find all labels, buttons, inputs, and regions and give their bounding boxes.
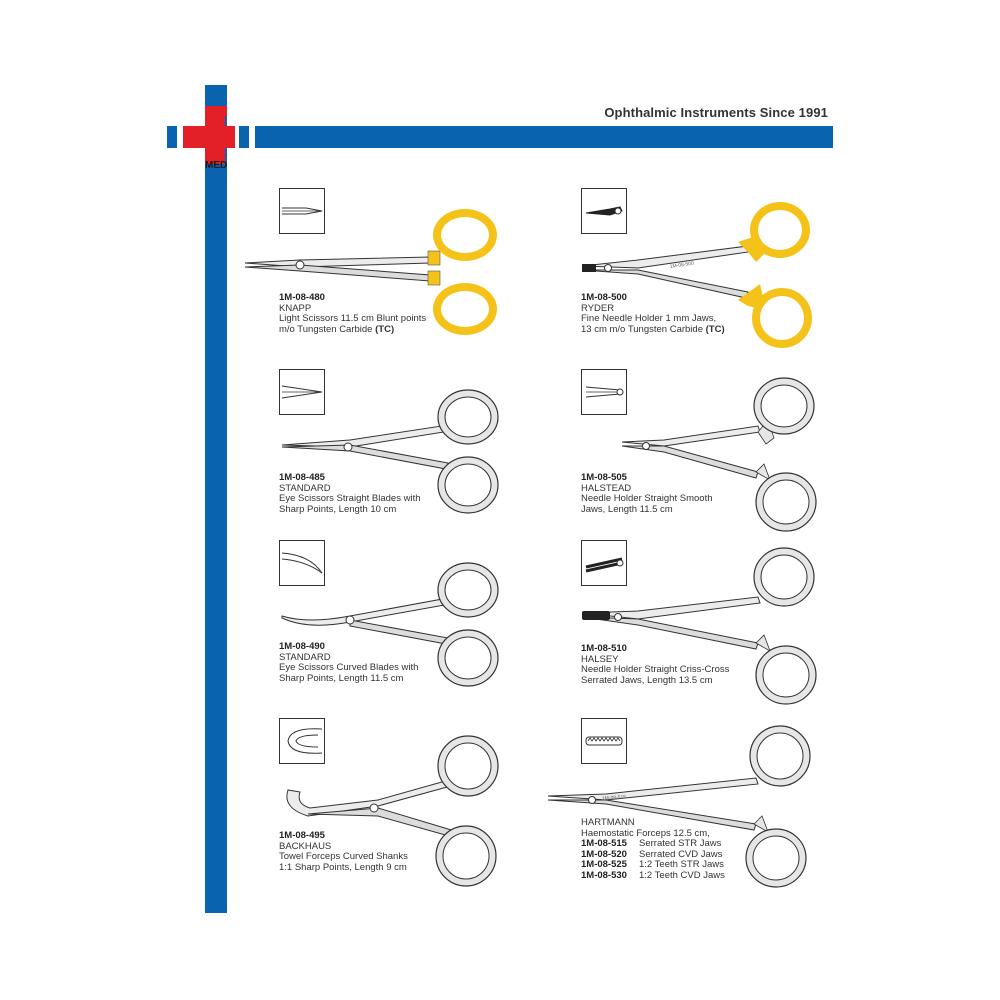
product-name: HALSTEAD: [581, 482, 632, 494]
product-caption: [279, 831, 408, 873]
product-name: BACKHAUS: [279, 840, 332, 852]
variant-code: 1M-08-525: [581, 859, 627, 870]
product-caption: [581, 818, 725, 881]
ryder-needle-holder-image: [578, 192, 823, 362]
product-desc-line1: Eye Scissors Straight Blades with: [279, 493, 421, 504]
logo-text: MED: [205, 160, 228, 171]
variant-row: [581, 871, 725, 882]
product-code: 1M-08-505: [581, 472, 627, 483]
product-desc-line1: Needle Holder Straight Smooth: [581, 493, 713, 504]
variant-code: 1M-08-520: [581, 848, 627, 860]
variant-desc: Serrated STR Jaws: [639, 838, 722, 849]
tagline: Ophthalmic Instruments Since 1991: [604, 105, 828, 120]
brand-vertical-bar: [205, 85, 227, 913]
product-caption: [279, 642, 418, 684]
variant-desc: Serrated CVD Jaws: [639, 848, 723, 860]
product-desc-line1: Needle Holder Straight Criss-Cross: [581, 664, 730, 675]
product-name: KNAPP: [279, 302, 312, 314]
product-desc-line1: Fine Needle Holder 1 mm Jaws,: [581, 313, 717, 324]
product-name: HARTMANN: [581, 817, 635, 828]
product-caption: [581, 473, 713, 515]
product-name: STANDARD: [279, 482, 331, 494]
variant-code: 1M-08-515: [581, 838, 627, 849]
product-desc-line2: Sharp Points, Length 10 cm: [279, 503, 397, 515]
variant-code: 1M-08-530: [581, 869, 627, 881]
product-desc-line2: m/o Tungsten Carbide: [279, 323, 373, 335]
product-code: 1M-08-490: [279, 641, 325, 652]
tc-label: (TC): [375, 323, 395, 335]
product-caption: [581, 644, 729, 686]
product-code: 1M-08-495: [279, 830, 325, 841]
variant-desc: 1:2 Teeth STR Jaws: [639, 859, 724, 870]
product-code: 1M-08-480: [279, 292, 325, 303]
product-desc-line2: Sharp Points, Length 11.5 cm: [279, 672, 404, 684]
product-desc-line2: 1:1 Sharp Points, Length 9 cm: [279, 861, 407, 873]
product-desc-line2: 13 cm m/o Tungsten Carbide: [581, 323, 703, 335]
product-desc-line2: Serrated Jaws, Length 13.5 cm: [581, 674, 713, 686]
product-name: STANDARD: [279, 651, 331, 663]
variant-desc: 1:2 Teeth CVD Jaws: [639, 869, 725, 881]
product-caption: [279, 473, 421, 515]
engraving-text: 1M-08-515: [601, 794, 627, 802]
product-desc-line1: Towel Forceps Curved Shanks: [279, 851, 408, 862]
tc-label: (TC): [705, 323, 725, 335]
product-desc-line1: Light Scissors 11.5 cm Blunt points: [279, 313, 427, 324]
product-code: 1M-08-500: [581, 292, 627, 303]
product-name: HALSEY: [581, 653, 619, 665]
product-code: 1M-08-510: [581, 643, 627, 654]
product-caption: [279, 293, 426, 335]
engraving-text: 1M-08-500: [669, 260, 695, 270]
product-name: RYDER: [581, 302, 615, 314]
product-desc-line2: Jaws, Length 11.5 cm: [581, 503, 673, 515]
product-desc-line1: Eye Scissors Curved Blades with: [279, 662, 419, 673]
brand-horizontal-bar: [255, 126, 833, 148]
product-desc-line1: Haemostatic Forceps 12.5 cm,: [581, 827, 710, 839]
product-code: 1M-08-485: [279, 472, 325, 483]
product-caption: [581, 293, 725, 335]
